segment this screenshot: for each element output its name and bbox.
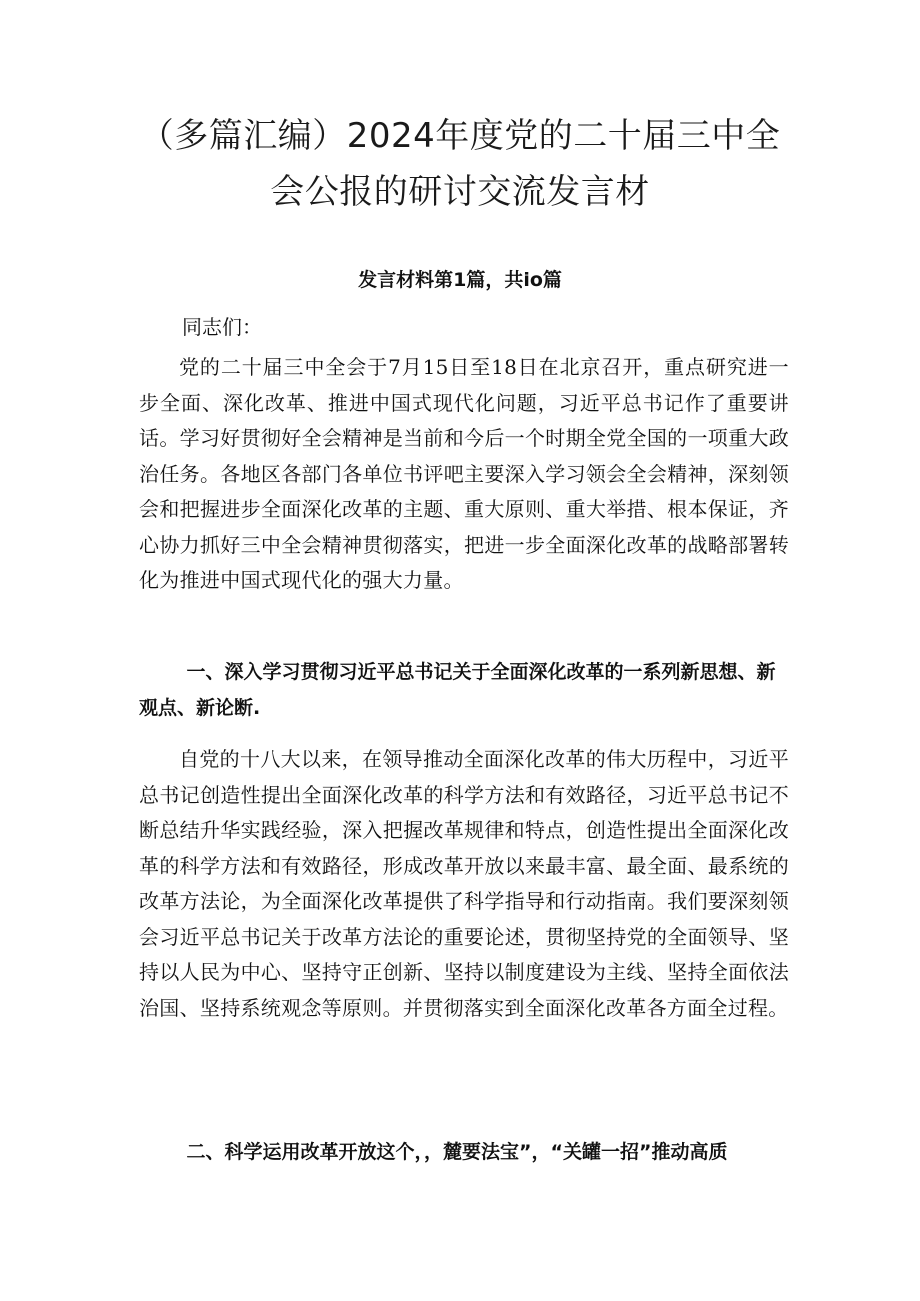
- body-paragraph-2: 自党的十八大以来，在领导推动全面深化改革的伟大历程中，习近平总书记创造性提出全面深化改革的科学方法和有效路径，习近平总书记不断总结升华实践经验，深入把握改革规律和特点，创造性提出全面深化改革的科学方法和有效路径，形成改革开放以来最丰富、最全面、最系统的改革方法论，为全面深化改革提供了科学指导和行动指南。我们要深刻领会习近平总书记关于改革方法论的重要论述，贯彻坚持党的全面领导、坚持以人民为中心、坚持守正创新、坚持以制度建设为主线、坚持全面依法治国、坚持系统观念等原则。并贯彻落实到全面深化改革各方面全过程。: [139, 747, 789, 1020]
- section-heading-1: 一、深入学习贯彻习近平总书记关于全面深化改革的一系列新思想、新观点、新论断.: [139, 661, 776, 719]
- document-title-line-1: （多篇汇编）2024年度党的二十届三中全: [139, 116, 781, 156]
- document-title: [100, 108, 820, 220]
- document-title-line-2: 会公报的研讨交流发言材: [270, 172, 650, 212]
- document-subtitle: 发言材料第1篇，共io篇: [358, 269, 562, 291]
- greeting: 同志们：: [182, 315, 262, 339]
- section-heading-2: 二、科学运用改革开放这个，，麓要法宝”，“关罐一招”推动高质: [186, 1141, 728, 1163]
- body-paragraph-1: 党的二十届三中全会于7月15日至18日在北京召开，重点研究进一步全面、深化改革、推进中国式现代化问题，习近平总书记作了重要讲话。学习好贯彻好全会精神是当前和今后一个时期全党全国的一项重大政治任务。各地区各部门各单位书评吧主要深入学习领会全会精神，深刻领会和把握进步全面深化改革的主题、重大原则、重大举措、根本保证，齐心协力抓好三中全会精神贯彻落实，把进一步全面深化改革的战略部署转化为推进中国式现代化的强大力量。: [139, 355, 789, 592]
